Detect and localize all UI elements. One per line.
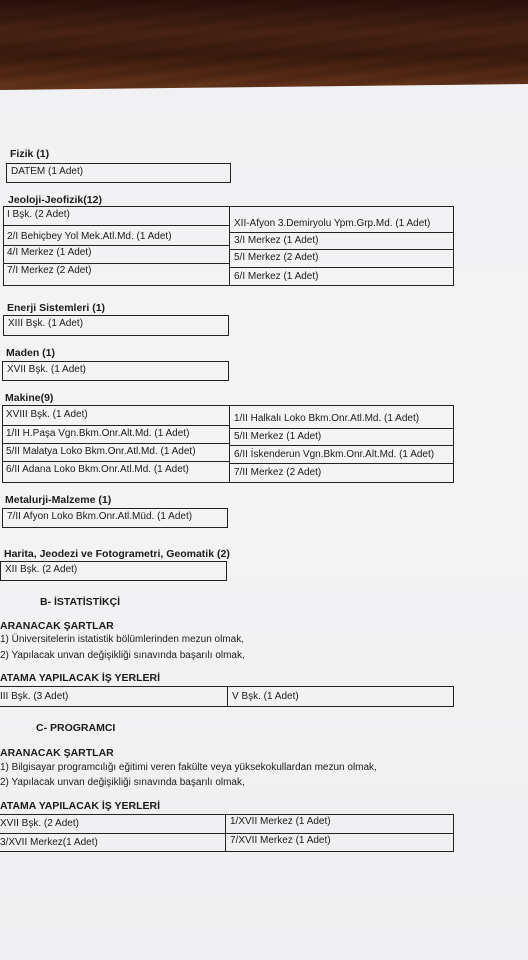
- section-title-fizik: Fizik (1): [10, 148, 50, 160]
- makine-right-cell: 1/II Halkalı Loko Bkm.Onr.Atl.Md. (1 Adet): [234, 413, 420, 424]
- makine-left-cell: 1/II H.Paşa Vgn.Bkm.Onr.Alt.Md. (1 Adet): [6, 428, 190, 439]
- jeoloji-left-cell: 2/I Behiçbey Yol Mek.Atl.Md. (1 Adet): [7, 231, 172, 242]
- makine-left-cell: XVIII Bşk. (1 Adet): [6, 409, 88, 420]
- jeoloji-right-row-divider: [229, 249, 454, 250]
- jeoloji-col-divider: [229, 206, 230, 286]
- metalurji-row: 7/II Afyon Loko Bkm.Onr.Atl.Müd. (1 Adet): [2, 508, 228, 528]
- makine-left-cell: 6/II Adana Loko Bkm.Onr.Atl.Md. (1 Adet): [6, 464, 189, 475]
- istatistikci-col-divider: [227, 686, 228, 707]
- section-title-makine: Makine(9): [5, 392, 54, 404]
- fizik-row: DATEM (1 Adet): [6, 163, 231, 183]
- jeoloji-left-row-divider: [3, 263, 229, 264]
- jeoloji-right-cell: 6/I Merkez (1 Adet): [234, 271, 319, 282]
- jeoloji-left-row-divider: [3, 245, 229, 246]
- makine-right-row-divider: [229, 463, 454, 464]
- makine-col-divider: [229, 405, 230, 483]
- programci-right-cell: 1/XVII Merkez (1 Adet): [230, 816, 331, 827]
- programci-row-divider: [0, 833, 454, 834]
- makine-right-row-divider: [229, 445, 454, 446]
- jeoloji-left-row-divider: [3, 225, 229, 226]
- section-heading-programci: C- PROGRAMCI: [36, 722, 116, 734]
- section-title-metalurji: Metalurji-Malzeme (1): [5, 494, 112, 506]
- jeoloji-left-cell: I Bşk. (2 Adet): [7, 209, 70, 220]
- jeoloji-right-cell: XII-Afyon 3.Demiryolu Ypm.Grp.Md. (1 Adet): [234, 218, 431, 229]
- harita-row: XII Bşk. (2 Adet): [0, 561, 227, 581]
- jeoloji-right-cell: 3/I Merkez (1 Adet): [234, 235, 319, 246]
- requirement-item: 1) Bilgisayar programcılığı eğitimi veren fakülte veya yüksekokullardan mezun olmak,: [0, 762, 377, 773]
- programci-left-cell: 3/XVII Merkez(1 Adet): [0, 837, 98, 848]
- enerji-row: XIII Bşk. (1 Adet): [3, 315, 229, 336]
- requirement-item: 2) Yapılacak unvan değişikliği sınavında başarılı olmak,: [0, 777, 245, 788]
- section-title-harita: Harita, Jeodezi ve Fotogrametri, Geomatik (2): [4, 548, 230, 560]
- makine-right-row-divider: [229, 428, 454, 429]
- makine-right-cell: 7/II Merkez (2 Adet): [234, 467, 322, 478]
- jeoloji-left-cell: 7/I Merkez (2 Adet): [7, 265, 92, 276]
- section-title-enerji: Enerji Sistemleri (1): [7, 302, 106, 314]
- istatistikci-right-cell: V Bşk. (1 Adet): [232, 691, 299, 702]
- makine-left-cell: 5/II Malatya Loko Bkm.Onr.Atl.Md. (1 Adet): [6, 446, 196, 457]
- workplaces-title: ATAMA YAPILACAK İŞ YERLERİ: [0, 672, 161, 684]
- programci-left-cell: XVII Bşk. (2 Adet): [0, 818, 79, 829]
- programci-right-cell: 7/XVII Merkez (1 Adet): [230, 835, 331, 846]
- jeoloji-left-cell: 4/I Merkez (1 Adet): [7, 247, 92, 258]
- requirement-item: 2) Yapılacak unvan değişikliği sınavında başarılı olmak,: [0, 650, 245, 661]
- makine-right-cell: 6/II İskenderun Vgn.Bkm.Onr.Alt.Md. (1 Adet): [234, 449, 435, 460]
- workplaces-title: ATAMA YAPILACAK İŞ YERLERİ: [0, 800, 161, 812]
- jeoloji-right-row-divider: [229, 267, 454, 268]
- requirements-title: ARANACAK ŞARTLAR: [0, 747, 114, 759]
- requirement-item: 1) Üniversitelerin istatistik bölümlerinden mezun olmak,: [0, 634, 244, 645]
- maden-row: XVII Bşk. (1 Adet): [2, 361, 229, 381]
- jeoloji-right-row-divider: [229, 232, 454, 233]
- section-heading-istatistikci: B- İSTATİSTİKÇİ: [40, 596, 121, 608]
- wood-grain-texture: [0, 0, 528, 92]
- makine-left-row-divider: [2, 461, 229, 462]
- makine-right-cell: 5/II Merkez (1 Adet): [234, 431, 322, 442]
- section-title-jeoloji: Jeoloji-Jeofizik(12): [8, 194, 102, 206]
- istatistikci-left-cell: III Bşk. (3 Adet): [0, 691, 69, 702]
- requirements-title: ARANACAK ŞARTLAR: [0, 620, 114, 632]
- makine-left-row-divider: [2, 443, 229, 444]
- makine-left-row-divider: [2, 425, 229, 426]
- section-title-maden: Maden (1): [6, 347, 56, 359]
- jeoloji-right-cell: 5/I Merkez (2 Adet): [234, 252, 319, 263]
